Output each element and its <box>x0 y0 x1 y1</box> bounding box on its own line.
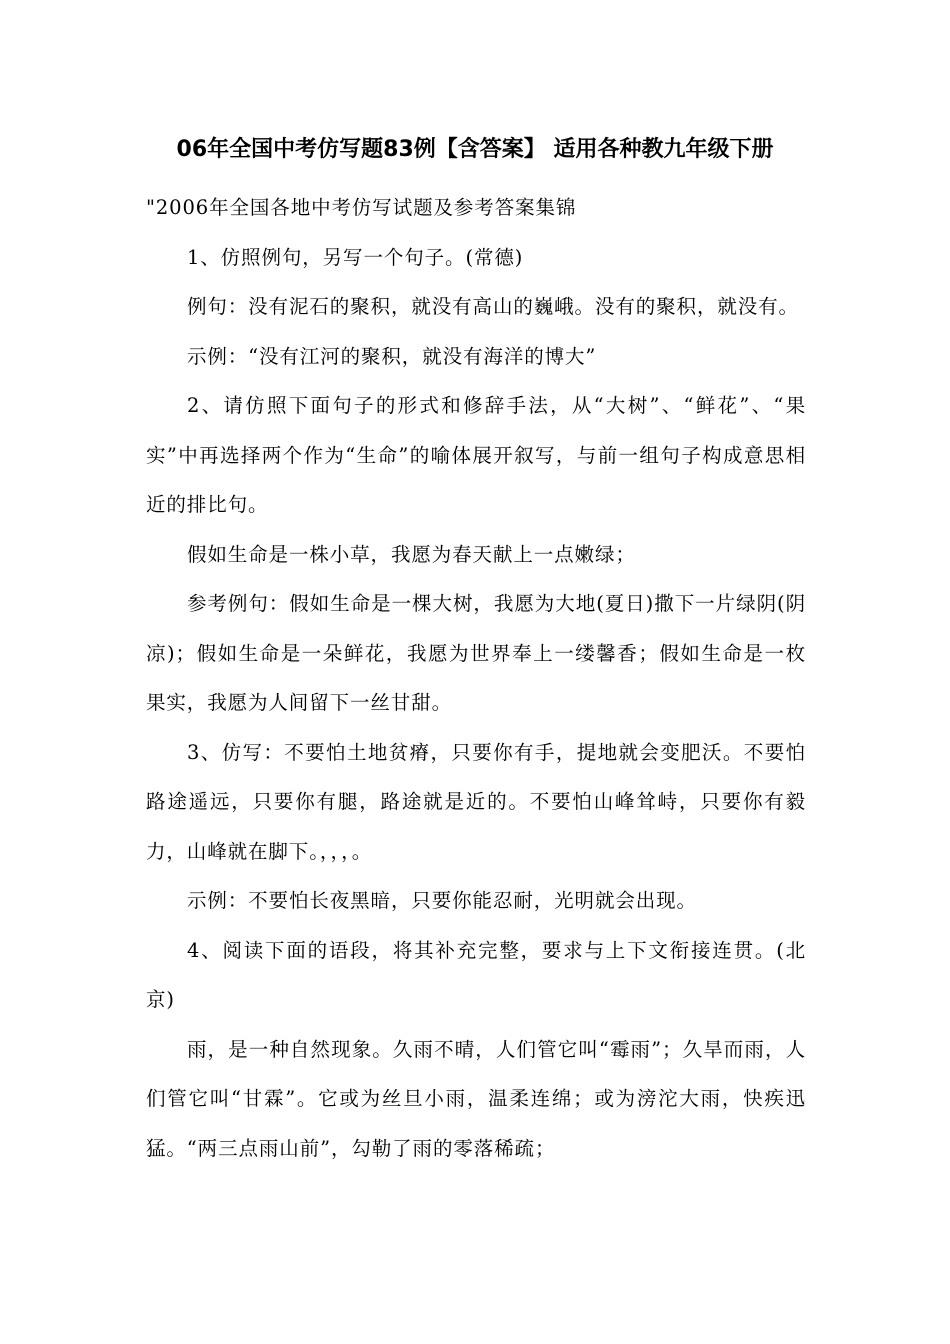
question-4: 4、阅读下面的语段，将其补充完整，要求与上下文衔接连贯。(北京) <box>146 938 806 1011</box>
question-4-passage: 雨，是一种自然现象。久雨不晴，人们管它叫“霉雨”；久旱而雨，人们管它叫“甘霖”。它或为丝旦小雨，温柔连绵；或为滂沱大雨，快疾迅猛。“两三点雨山前”，勾勒了雨的零落稀疏； <box>146 1037 806 1160</box>
intro-line: "2006年全国各地中考仿写试题及参考答案集锦 <box>146 196 577 219</box>
question-2: 2、请仿照下面句子的形式和修辞手法，从“大树”、“鲜花”、“果实”中再选择两个作为“生命”的喻体展开叙写，与前一组句子构成意思相近的排比句。 <box>146 394 806 516</box>
question-1-example: 例句：没有泥石的聚积，就没有高山的巍峨。没有的聚积，就没有。 <box>186 295 799 318</box>
question-1: 1、仿照例句，另写一个句子。(常德) <box>186 245 524 269</box>
document-title: 06年全国中考仿写题83例【含答案】 适用各种教九年级下册 <box>176 137 774 162</box>
question-3-answer: 示例：不要怕长夜黑暗，只要你能忍耐，光明就会出现。 <box>186 889 697 912</box>
question-1-answer: 示例：“没有江河的聚积，就没有海洋的博大” <box>186 344 597 368</box>
question-2-example: 假如生命是一株小草，我愿为春天献上一点嫩绿； <box>186 542 636 566</box>
question-3: 3、仿写：不要怕土地贫瘠，只要你有手，提地就会变肥沃。不要怕路途遥远，只要你有腿，路途就是近的。不要怕山峰耸峙，只要你有毅力，山峰就在脚下。，，，。 <box>146 740 806 863</box>
document-body <box>146 183 806 1173</box>
question-2-answer: 参考例句：假如生命是一棵大树，我愿为大地(夏日)撒下一片绿阴(阴凉)；假如生命是一朵鲜花，我愿为世界奉上一缕馨香；假如生命是一枚果实，我愿为人间留下一丝甘甜。 <box>146 592 806 714</box>
